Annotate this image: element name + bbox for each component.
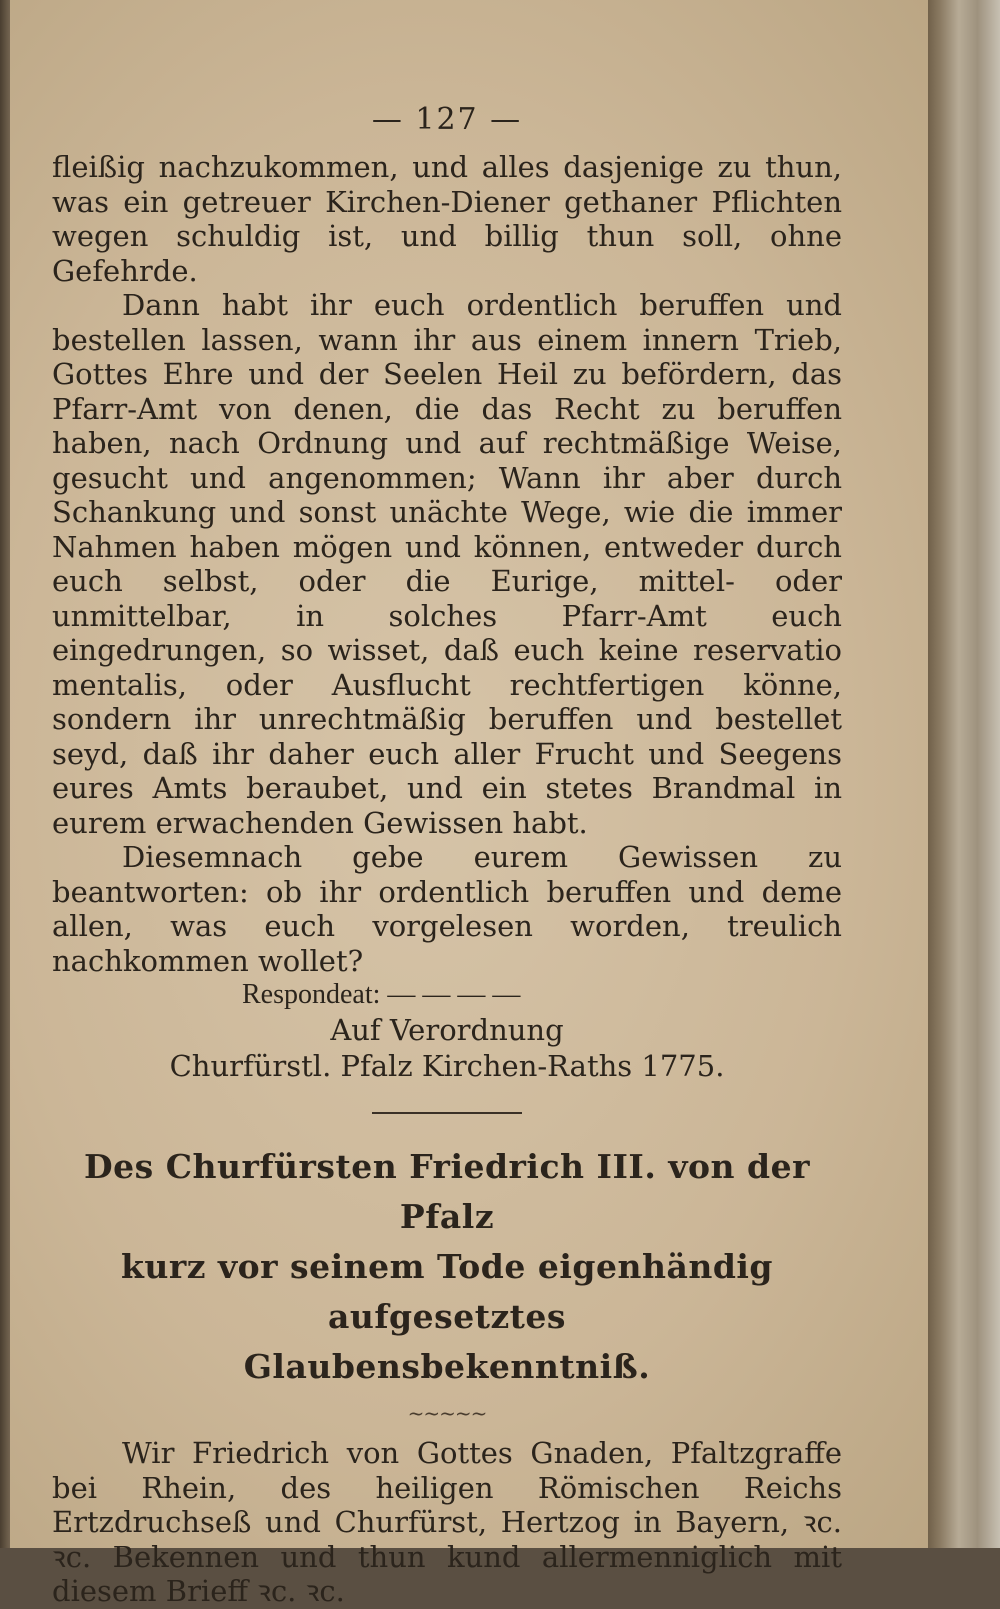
section-heading-line-3: Glaubensbekenntniß.	[243, 1347, 651, 1386]
section-divider	[372, 1112, 522, 1114]
signature-line: Churfürstl. Pfalz Kirchen-Raths 1775.	[169, 1049, 725, 1083]
paragraph-continuation: fleißig nachzukommen, und alles dasjenige zu thun, was ein getreuer Kirchen-Diener gethaner Pflichten wegen schuldig ist, und billig thun soll, ohne Gefehrde.	[52, 150, 842, 288]
verordnung-line: Auf Verordnung	[330, 1013, 564, 1047]
book-page	[10, 0, 928, 1608]
book-page-edges	[925, 0, 1000, 1548]
paragraph-confession-opening: Wir Friedrich von Gottes Gnaden, Pfaltzgraffe bei Rhein, des heiligen Römischen Reichs Ertzdruchseß und Churfürst, Hertzog in Bayern, ꝛc. ꝛc. Bekennen und thun kund allermenniglich mit diesem Brieff ꝛc. ꝛc.	[52, 1436, 842, 1608]
page-text	[52, 90, 842, 1609]
paragraph-calling: Dann habt ihr euch ordentlich beruffen und bestellen lassen, wann ihr aus einem innern Trieb, Gottes Ehre und der Seelen Heil zu befördern, das Pfarr-Amt von denen, die das Recht zu beruffen haben, nach Ordnung und auf rechtmäßige Weise, gesucht und angenommen; Wann ihr aber durch Schankung und sonst unächte Wege, wie die immer Nahmen haben mögen und können, entweder durch euch selbst, oder die Eurige, mittel- oder unmittelbar, in solches Pfarr-Amt euch eingedrungen, so wisset, daß euch keine reservatio mentalis, oder Ausflucht rechtfertigen könne, sondern ihr unrechtmäßig beruffen und bestellet seyd, daß ihr daher euch aller Frucht und Seegens eures Amts beraubet, und ein stetes Brandmal in eurem erwachenden Gewissen habt.	[52, 288, 842, 840]
section-heading-line-1: Des Churfürsten Friedrich III. von der Pfalz	[84, 1147, 810, 1236]
paragraph-question: Diesemnach gebe eurem Gewissen zu beantworten: ob ihr ordentlich beruffen und deme allen, was euch vorgelesen worden, treulich nachkommen wollet?	[52, 840, 842, 978]
ornamental-divider: ~~~~~	[407, 1401, 487, 1425]
page-number: — 127 —	[371, 102, 523, 137]
section-heading-line-2: kurz vor seinem Tode eigenhändig aufgesetztes	[120, 1247, 774, 1336]
respondeat-line: Respondeat: — — — —	[242, 979, 521, 1010]
